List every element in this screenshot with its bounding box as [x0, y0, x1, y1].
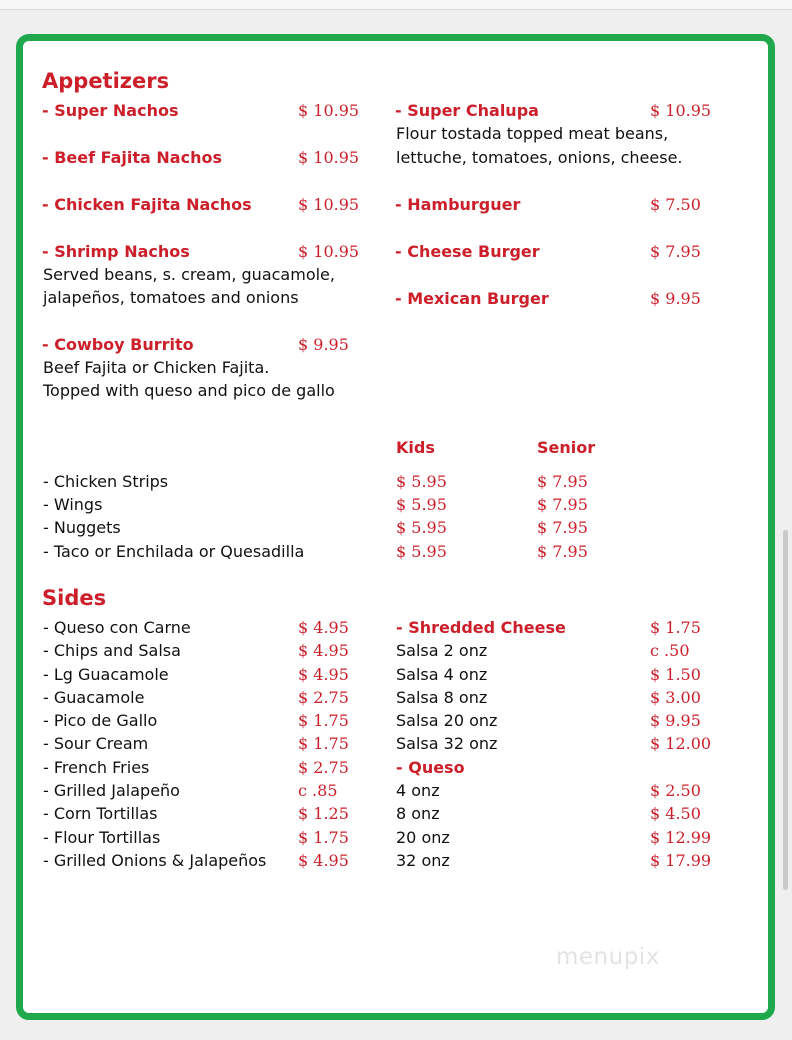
side-item-price: $ 1.75: [298, 734, 349, 753]
side-item-name: - Flour Tortillas: [43, 828, 161, 847]
menu-item-description: Topped with queso and pico de gallo: [43, 381, 335, 400]
side-item-name: - Pico de Gallo: [43, 711, 158, 730]
side-item-name: Salsa 4 onz: [396, 665, 488, 684]
scrollbar[interactable]: [783, 530, 788, 890]
side-item-price: $ 1.75: [298, 711, 349, 730]
side-item-price: $ 2.50: [650, 781, 701, 800]
side-item-name: - Queso con Carne: [43, 618, 191, 637]
senior-price: $ 7.95: [537, 518, 588, 537]
menu-item-name: - Chicken Fajita Nachos: [42, 195, 252, 214]
side-item-price: $ 2.75: [298, 758, 349, 777]
menu-item-name: - Super Chalupa: [395, 101, 539, 120]
kids-price: $ 5.95: [396, 518, 447, 537]
side-item-price: $ 1.75: [650, 618, 701, 637]
side-item-name: Salsa 20 onz: [396, 711, 498, 730]
side-item-price: $ 3.00: [650, 688, 701, 707]
side-item-name: Salsa 32 onz: [396, 734, 498, 753]
appetizers-heading: Appetizers: [42, 69, 170, 93]
menu-item-price: $ 10.95: [298, 242, 360, 261]
side-item-price: $ 4.95: [298, 851, 349, 870]
side-item-name: - French Fries: [43, 758, 150, 777]
side-item-price: $ 1.25: [298, 804, 349, 823]
side-item-price: $ 4.95: [298, 641, 349, 660]
kids-price: $ 5.95: [396, 472, 447, 491]
side-item-name: - Sour Cream: [43, 734, 149, 753]
menu-item-name: - Cheese Burger: [395, 242, 540, 261]
menu-item-price: $ 10.95: [298, 101, 360, 120]
side-item-price: $ 12.99: [650, 828, 712, 847]
senior-price: $ 7.95: [537, 542, 588, 561]
side-item-name: - Chips and Salsa: [43, 641, 181, 660]
menu-item-price: $ 10.95: [298, 195, 360, 214]
side-item-price: $ 12.00: [650, 734, 712, 753]
kids-item-name: - Taco or Enchilada or Quesadilla: [43, 542, 305, 561]
menu-item-name: - Mexican Burger: [395, 289, 549, 308]
menu-item-description: Served beans, s. cream, guacamole,: [43, 265, 335, 284]
top-bar: [0, 0, 792, 10]
side-item-name: - Corn Tortillas: [43, 804, 158, 823]
menu-item-description: lettuche, tomatoes, onions, cheese.: [396, 148, 683, 167]
kids-price: $ 5.95: [396, 495, 447, 514]
watermark: menupix: [556, 944, 660, 970]
side-item-name: - Shredded Cheese: [396, 618, 566, 637]
menu-item-price: $ 9.95: [650, 289, 701, 308]
side-item-name: - Grilled Jalapeño: [43, 781, 180, 800]
menu-item-price: $ 9.95: [298, 335, 349, 354]
menu-item-description: Beef Fajita or Chicken Fajita.: [43, 358, 270, 377]
side-item-price: $ 1.75: [298, 828, 349, 847]
senior-price: $ 7.95: [537, 495, 588, 514]
senior-price: $ 7.95: [537, 472, 588, 491]
menu-item-price: $ 7.95: [650, 242, 701, 261]
queso-subheading: - Queso: [396, 758, 465, 777]
kids-price: $ 5.95: [396, 542, 447, 561]
side-item-price: $ 2.75: [298, 688, 349, 707]
side-item-name: Salsa 8 onz: [396, 688, 488, 707]
side-item-name: - Lg Guacamole: [43, 665, 169, 684]
menu-item-name: - Super Nachos: [42, 101, 179, 120]
kids-item-name: - Chicken Strips: [43, 472, 169, 491]
menu-item-name: - Shrimp Nachos: [42, 242, 190, 261]
senior-column-header: Senior: [537, 438, 596, 457]
menu-item-name: - Hamburguer: [395, 195, 521, 214]
side-item-price: c .85: [298, 781, 338, 800]
side-item-name: 20 onz: [396, 828, 450, 847]
menu-item-price: $ 10.95: [650, 101, 712, 120]
menu-item-description: jalapeños, tomatoes and onions: [43, 288, 299, 307]
side-item-name: 8 onz: [396, 804, 440, 823]
sides-heading: Sides: [42, 586, 107, 610]
side-item-price: $ 4.95: [298, 618, 349, 637]
side-item-name: 4 onz: [396, 781, 440, 800]
side-item-price: $ 9.95: [650, 711, 701, 730]
side-item-price: $ 17.99: [650, 851, 712, 870]
kids-item-name: - Nuggets: [43, 518, 121, 537]
menu-item-price: $ 10.95: [298, 148, 360, 167]
side-item-name: 32 onz: [396, 851, 450, 870]
side-item-price: $ 4.50: [650, 804, 701, 823]
menu-item-name: - Cowboy Burrito: [42, 335, 194, 354]
menu-item-price: $ 7.50: [650, 195, 701, 214]
menu-item-name: - Beef Fajita Nachos: [42, 148, 222, 167]
kids-column-header: Kids: [396, 438, 435, 457]
side-item-price: $ 1.50: [650, 665, 701, 684]
side-item-price: $ 4.95: [298, 665, 349, 684]
menu-item-description: Flour tostada topped meat beans,: [396, 124, 669, 143]
side-item-price: c .50: [650, 641, 690, 660]
side-item-name: - Guacamole: [43, 688, 145, 707]
side-item-name: Salsa 2 onz: [396, 641, 488, 660]
kids-item-name: - Wings: [43, 495, 103, 514]
side-item-name: - Grilled Onions & Jalapeños: [43, 851, 267, 870]
